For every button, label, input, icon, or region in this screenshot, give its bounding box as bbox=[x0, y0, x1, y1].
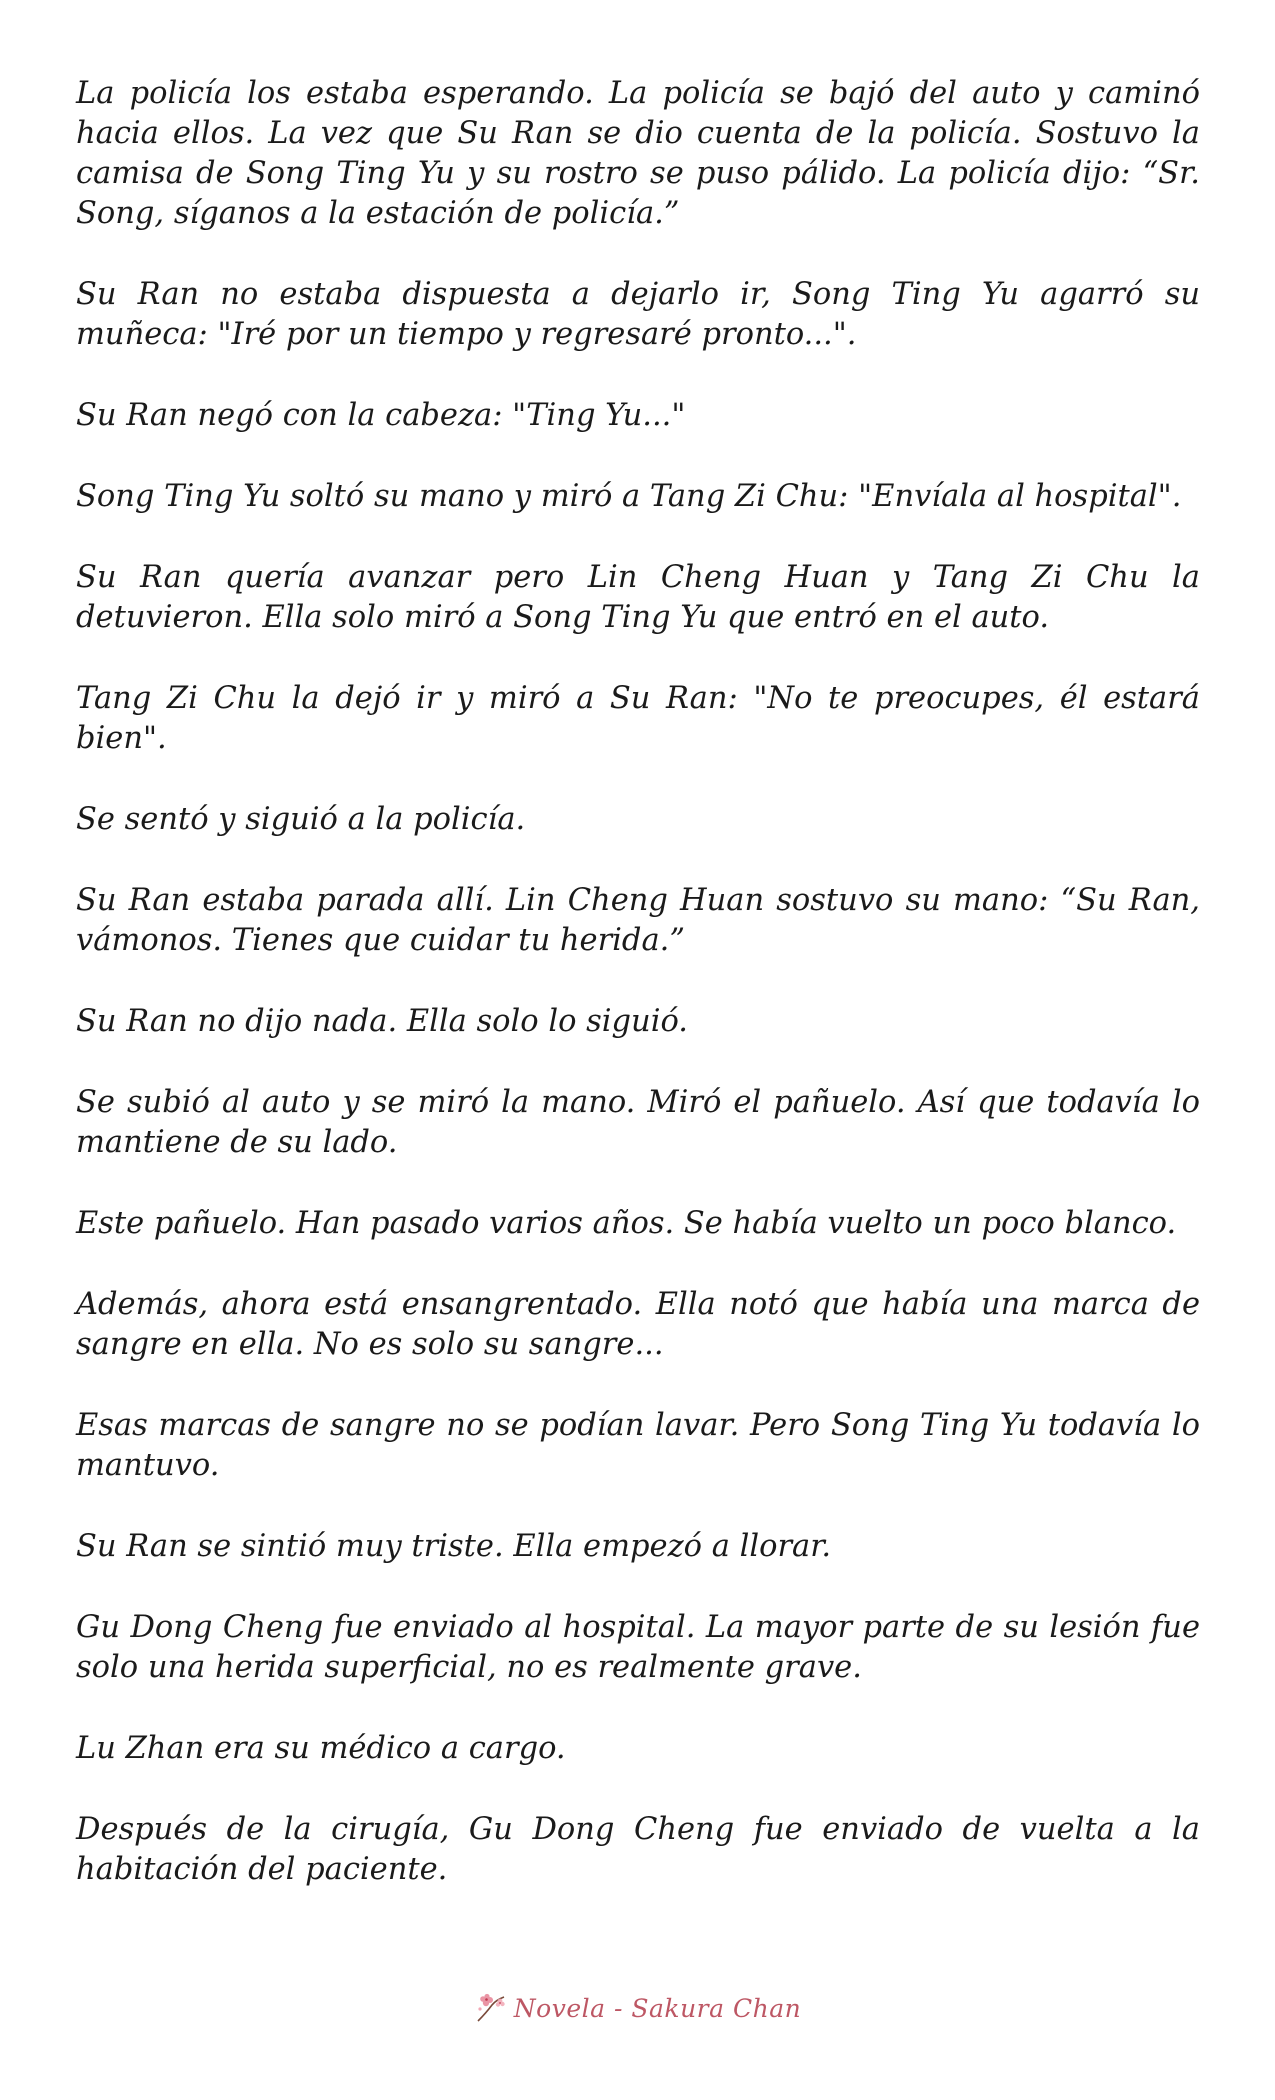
paragraph: Su Ran se sintió muy triste. Ella empezó a llorar. bbox=[76, 1529, 832, 1564]
paragraph: Este pañuelo. Han pasado varios años. Se había vuelto un poco blanco. bbox=[76, 1206, 1177, 1241]
cherry-blossom-icon bbox=[474, 1991, 508, 2025]
paragraph: Además, ahora está ensangrentado. Ella notó que había una marca de sangre en ella. No es solo su sangre... bbox=[76, 1287, 1200, 1362]
paragraph: Su Ran no dijo nada. Ella solo lo siguió. bbox=[76, 1004, 688, 1039]
paragraph: La policía los estaba esperando. La policía se bajó del auto y caminó hacia ellos. La vez que Su Ran se dio cuenta de la policía. Sostuvo la camisa de Song Ting Yu y su rostro se puso pálido. La policía dijo: “Sr. Song, síganos a la estación de policía.” bbox=[76, 76, 1200, 231]
paragraph: Después de la cirugía, Gu Dong Cheng fue enviado de vuelta a la habitación del paciente. bbox=[76, 1812, 1200, 1887]
paragraph: Se subió al auto y se miró la mano. Miró el pañuelo. Así que todavía lo mantiene de su lado. bbox=[76, 1085, 1200, 1160]
paragraph: Su Ran no estaba dispuesta a dejarlo ir, Song Ting Yu agarró su muñeca: "Iré por un tiempo y regresaré pronto...". bbox=[76, 277, 1200, 352]
paragraph: Lu Zhan era su médico a cargo. bbox=[76, 1731, 566, 1766]
footer-watermark bbox=[0, 1988, 1275, 2028]
paragraph: Su Ran quería avanzar pero Lin Cheng Huan y Tang Zi Chu la detuvieron. Ella solo miró a Song Ting Yu que entró en el auto. bbox=[76, 560, 1200, 635]
paragraph: Su Ran negó con la cabeza: "Ting Yu..." bbox=[76, 398, 686, 433]
paragraph: Tang Zi Chu la dejó ir y miró a Su Ran: "No te preocupes, él estará bien". bbox=[76, 681, 1200, 756]
paragraph: Song Ting Yu soltó su mano y miró a Tang Zi Chu: "Envíala al hospital". bbox=[76, 479, 1182, 514]
paragraph: Gu Dong Cheng fue enviado al hospital. La mayor parte de su lesión fue solo una herida superficial, no es realmente grave. bbox=[76, 1610, 1200, 1685]
brand-watermark-text: Novela - Sakura Chan bbox=[513, 1993, 802, 2023]
paragraph: Su Ran estaba parada allí. Lin Cheng Huan sostuvo su mano: “Su Ran, vámonos. Tienes que cuidar tu herida.” bbox=[76, 883, 1200, 958]
paragraph: Esas marcas de sangre no se podían lavar. Pero Song Ting Yu todavía lo mantuvo. bbox=[76, 1408, 1200, 1483]
document-body bbox=[76, 74, 1200, 1931]
paragraph: Se sentó y siguió a la policía. bbox=[76, 802, 526, 837]
